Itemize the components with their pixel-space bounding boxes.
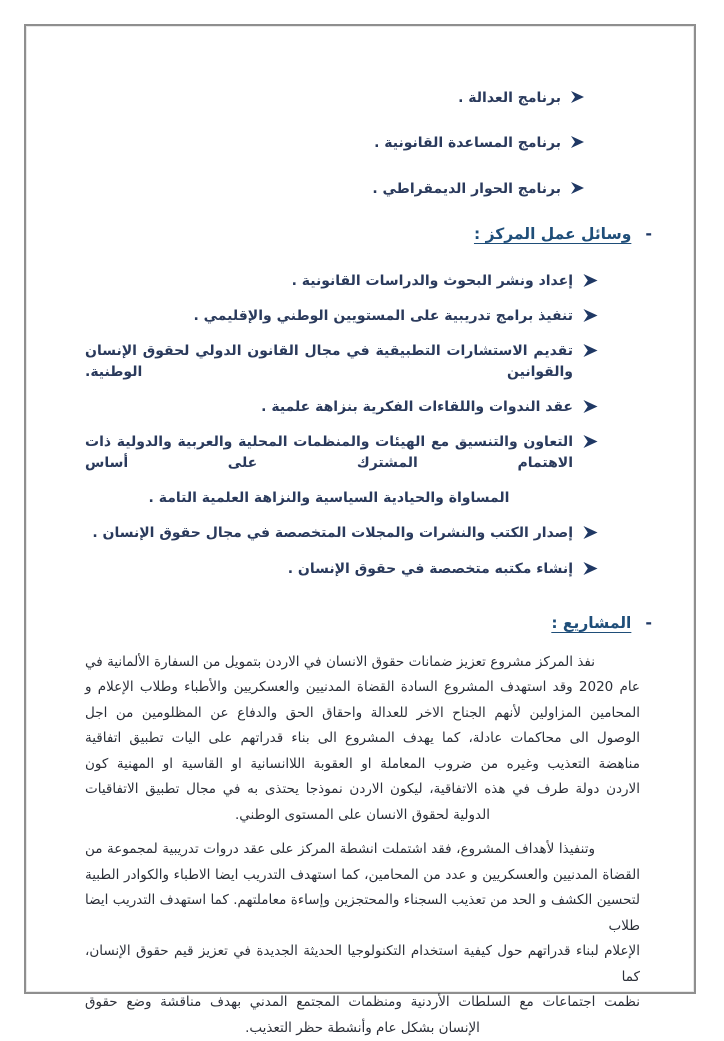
list-item-label: تقديم الاستشارات التطبيقية في مجال القانون الدولي لحقوق الإنسان والقوانين الوطنية. [85, 343, 573, 380]
paragraph-line: وتنفيذا لأهداف المشروع، فقد اشتملت انشطة المركز على عقد دروات تدريبية لمجموعة من [85, 841, 595, 858]
paragraph-line: المحامين المزاولين لأنهم الجناح الاخر للعدالة واحقاق الحق والدفاع عن المظلومين من اجل [85, 704, 640, 721]
section-title: وسائل عمل المركز : [473, 224, 632, 243]
section-title: المشاريع : [551, 613, 632, 632]
section-heading-projects [85, 613, 652, 632]
paragraph-line: الإنسان بشكل عام وأنشطة حظر التعذيب. [245, 1019, 480, 1036]
paragraph-line: الوصول الى محاكمات عادلة، كما يهدف المشروع الى بناء قدراتهم على اليات تطبيق اتفاقية [85, 730, 640, 747]
list-item-label: برنامج المساعدة القانونية . [374, 135, 561, 152]
paragraph-line: الاردن دولة طرف في هذه الاتفاقية، ليكون الاردن نموذجا يحتذى به في مجال تطبيق الاتفاقيات [85, 781, 640, 798]
list-item [85, 559, 640, 579]
list-item [85, 88, 640, 108]
list-item-label: إنشاء مكتبه متخصصة في حقوق الإنسان . [287, 560, 573, 577]
list-item-label: برنامج الحوار الديمقراطي . [372, 180, 561, 197]
paragraph-line: الدولية لحقوق الانسان على المستوى الوطني. [234, 806, 491, 823]
bullet-arrow-icon [583, 344, 598, 357]
list-item [85, 306, 640, 326]
bullet-arrow-icon [583, 309, 598, 322]
bullet-arrow-icon [583, 400, 598, 413]
list-item-label-continued: المساواة والحيادية السياسية والنزاهة العلمية التامة . [148, 489, 510, 506]
projects-paragraph-1 [85, 650, 640, 829]
list-item [85, 133, 640, 153]
paragraph-line: نظمت اجتماعات مع السلطات الأردنية ومنظمات المجتمع المدني بهدف مناقشة وضع حقوق [85, 994, 640, 1011]
bullet-arrow-icon [571, 91, 584, 103]
list-item [85, 271, 640, 291]
projects-paragraph-2 [85, 837, 640, 1041]
bullet-arrow-icon [571, 136, 584, 148]
list-item [85, 432, 640, 508]
list-item-label: إصدار الكتب والنشرات والمجلات المتخصصة في مجال حقوق الإنسان . [92, 525, 573, 542]
document-content [85, 88, 652, 1041]
heading-dash: - [645, 612, 652, 632]
list-item-label: عقد الندوات واللقاءات الفكرية بنزاهة علمية . [261, 399, 573, 416]
bullet-arrow-icon [583, 562, 598, 575]
list-item [85, 523, 640, 543]
paragraph-line: القضاة المدنيين والعسكريين و عدد من المحامين، كما استهدف التدريب ايضا الاطباء والكوادر الطبية [85, 866, 640, 883]
paragraph-line: نفذ المركز مشروع تعزيز ضمانات حقوق الانسان في الاردن بتمويل من السفارة الألمانية في [85, 653, 595, 670]
paragraph-line: لتحسين الكشف و الحد من تعذيب السجناء والمحتجزين وإساءة معاملتهم. كما استهدف التدريب ايضا طلاب [85, 892, 640, 934]
list-item-label: برنامج العدالة . [458, 90, 561, 106]
paragraph-line: الإعلام لبناء قدراتهم حول كيفية استخدام التكنولوجيا الحديثة الجديدة في تعزيز قيم حقوق الإنسان، كما [85, 943, 640, 985]
bullet-arrow-icon [571, 182, 584, 194]
heading-dash: - [645, 223, 652, 243]
bullet-arrow-icon [583, 526, 598, 539]
list-item [85, 341, 640, 382]
paragraph-line: عام 2020 وقد استهدف المشروع السادة القضاة المدنيين والعسكريين والأطباء وطلاب الإعلام و [85, 679, 640, 696]
bullet-arrow-icon [583, 274, 598, 287]
paragraph-line: مناهضة التعذيب وغيره من ضروب المعاملة او العقوبة اللاانسانية او القاسية او المهنية كون [85, 755, 640, 772]
section-heading-work-methods [85, 224, 652, 243]
list-item [85, 179, 640, 199]
list-item-label: إعداد ونشر البحوث والدراسات القانونية . [291, 272, 573, 289]
list-item-label: تنفيذ برامج تدريبية على المستويين الوطني والإقليمي . [193, 308, 573, 325]
list-item [85, 397, 640, 417]
bullet-arrow-icon [583, 435, 598, 448]
list-item-label: التعاون والتنسيق مع الهيئات والمنظمات المحلية والعربية والدولية ذات الاهتمام المشترك على أساس [85, 434, 573, 471]
